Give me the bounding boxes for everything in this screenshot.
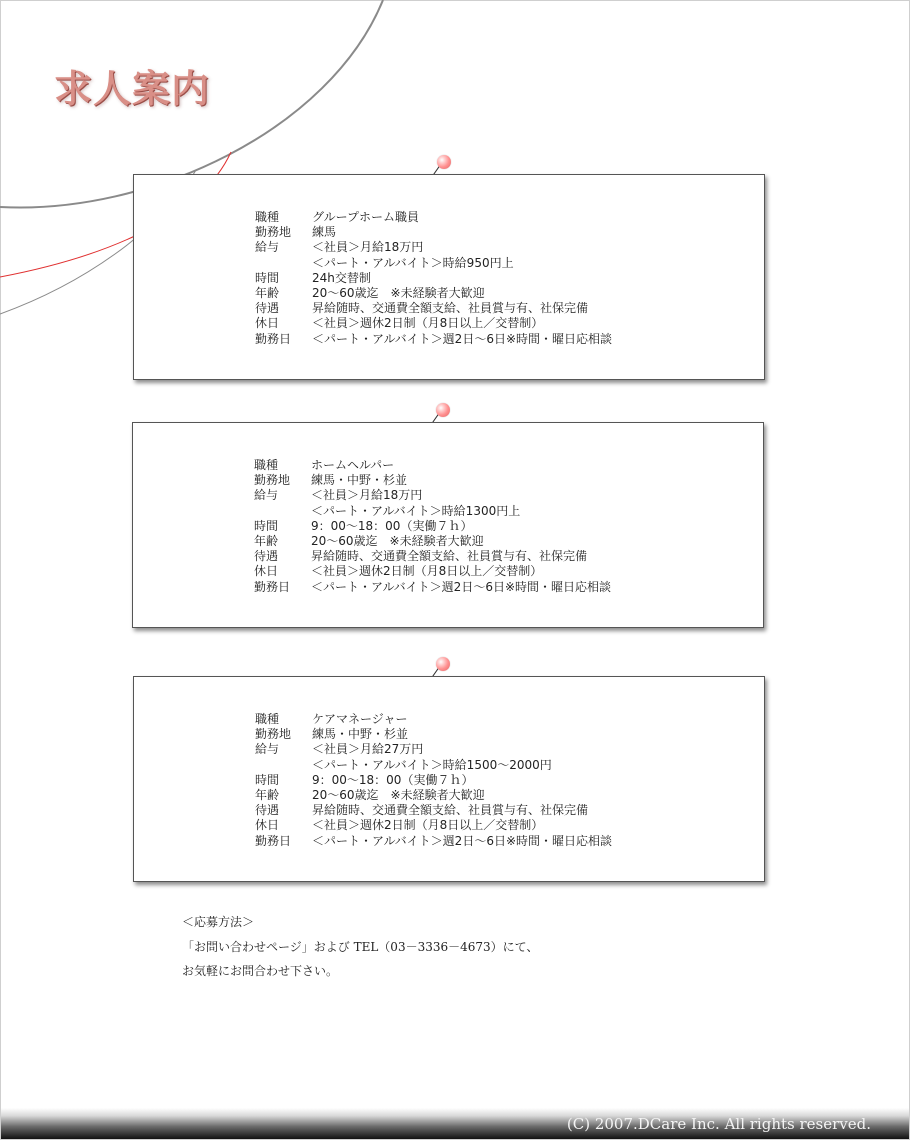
- row-label: [255, 256, 312, 271]
- row-label: 勤務地: [254, 473, 291, 488]
- application-heading: ＜応募方法＞: [182, 915, 255, 929]
- row-label: 年齢: [255, 788, 280, 803]
- row-label: 休日: [255, 316, 280, 331]
- row-label: 職種: [255, 210, 280, 224]
- row-value: 練馬: [312, 225, 337, 240]
- job-row: [255, 286, 612, 301]
- application-info: [182, 910, 538, 984]
- job-row: [255, 240, 612, 255]
- row-label: 年齢: [254, 534, 279, 549]
- job-row: [254, 519, 611, 534]
- job-row: [255, 271, 612, 286]
- job-row: [254, 564, 611, 579]
- job-row: [254, 458, 611, 473]
- row-label: [255, 758, 312, 773]
- row-label: 時間: [255, 772, 280, 787]
- job-row: [255, 316, 612, 331]
- row-value: 昇給随時、交通費全額支給、社員賞与有、社保完備: [312, 301, 589, 316]
- job-details: [255, 712, 612, 849]
- row-label: 給与: [255, 742, 280, 757]
- job-row: [255, 773, 612, 788]
- job-row: [255, 712, 612, 727]
- job-row: [255, 727, 612, 742]
- row-label: 勤務日: [255, 833, 292, 848]
- row-value: ＜社員＞月給18万円: [311, 488, 423, 503]
- row-value: 昇給随時、交通費全額支給、社員賞与有、社保完備: [312, 803, 589, 818]
- row-label: 勤務日: [255, 331, 292, 346]
- job-row: [254, 488, 611, 503]
- job-row: [254, 534, 611, 549]
- row-value: ＜社員＞週休2日制（月8日以上／交替制）: [311, 564, 543, 579]
- row-label: 休日: [255, 818, 280, 833]
- page-title: 求人案内: [54, 66, 211, 111]
- row-value: 練馬・中野・杉並: [312, 727, 409, 742]
- row-value: 9：00～18：00（実働７ｈ）: [312, 772, 474, 787]
- row-label: 待遇: [254, 549, 279, 564]
- row-value: 20～60歳迄 ※未経験者大歓迎: [312, 286, 485, 301]
- copyright-text: (C) 2007.DCare Inc. All rights reserved.: [566, 1115, 871, 1133]
- row-label: 給与: [254, 488, 279, 503]
- footer-bar: [1, 1108, 909, 1139]
- row-value: 24h交替制: [312, 270, 371, 285]
- job-row: [255, 758, 612, 773]
- row-label: 休日: [254, 564, 279, 579]
- row-label: 給与: [255, 240, 280, 255]
- application-contact: 「お問い合わせページ」および TEL（03－3336－4673）にて、: [182, 939, 539, 954]
- job-row: [255, 834, 612, 849]
- job-card: [132, 422, 764, 628]
- job-row: [255, 803, 612, 818]
- job-details: [254, 458, 611, 595]
- row-value: 昇給随時、交通費全額支給、社員賞与有、社保完備: [311, 549, 588, 564]
- job-row: [255, 742, 612, 757]
- row-value: 20～60歳迄 ※未経験者大歓迎: [312, 788, 485, 803]
- row-label: 勤務地: [255, 727, 292, 742]
- row-value: ＜パート・アルバイト＞週2日～6日※時間・曜日応相談: [312, 833, 613, 848]
- job-row: [255, 332, 612, 347]
- row-label: 時間: [255, 270, 280, 285]
- job-row: [255, 818, 612, 833]
- row-value: ケアマネージャー: [312, 712, 408, 726]
- row-label: 年齢: [255, 286, 280, 301]
- job-card: [133, 676, 765, 882]
- row-value: ＜パート・アルバイト＞週2日～6日※時間・曜日応相談: [312, 331, 613, 346]
- row-value: ホームヘルパー: [311, 458, 395, 472]
- row-value: ＜社員＞月給27万円: [312, 742, 424, 757]
- row-label: [254, 504, 311, 519]
- job-row: [255, 210, 612, 225]
- row-value: ＜パート・アルバイト＞時給950円上: [312, 255, 514, 270]
- row-label: 勤務地: [255, 225, 292, 240]
- job-row: [255, 788, 612, 803]
- row-value: ＜パート・アルバイト＞時給1300円上: [311, 503, 521, 518]
- pushpin-icon: [437, 155, 451, 169]
- pushpin-icon: [436, 657, 450, 671]
- row-value: ＜社員＞週休2日制（月8日以上／交替制）: [312, 818, 544, 833]
- job-row: [254, 473, 611, 488]
- pushpin-icon: [436, 403, 450, 417]
- row-value: ＜パート・アルバイト＞週2日～6日※時間・曜日応相談: [311, 579, 612, 594]
- row-label: 職種: [254, 458, 279, 472]
- application-note: お気軽にお問合わせ下さい。: [182, 964, 339, 978]
- job-row: [254, 549, 611, 564]
- row-value: 9：00～18：00（実働７ｈ）: [311, 518, 473, 533]
- job-details: [255, 210, 612, 347]
- row-label: 時間: [254, 518, 279, 533]
- row-value: 20～60歳迄 ※未経験者大歓迎: [311, 534, 484, 549]
- row-label: 職種: [255, 712, 280, 726]
- row-label: 勤務日: [254, 579, 291, 594]
- row-value: ＜社員＞月給18万円: [312, 240, 424, 255]
- row-value: グループホーム職員: [312, 210, 420, 224]
- job-row: [255, 256, 612, 271]
- row-value: ＜パート・アルバイト＞時給1500～2000円: [312, 757, 552, 772]
- row-value: 練馬・中野・杉並: [311, 473, 408, 488]
- job-row: [254, 580, 611, 595]
- row-label: 待遇: [255, 301, 280, 316]
- job-row: [255, 301, 612, 316]
- row-label: 待遇: [255, 803, 280, 818]
- job-card: [133, 174, 765, 380]
- job-row: [255, 225, 612, 240]
- row-value: ＜社員＞週休2日制（月8日以上／交替制）: [312, 316, 544, 331]
- job-row: [254, 504, 611, 519]
